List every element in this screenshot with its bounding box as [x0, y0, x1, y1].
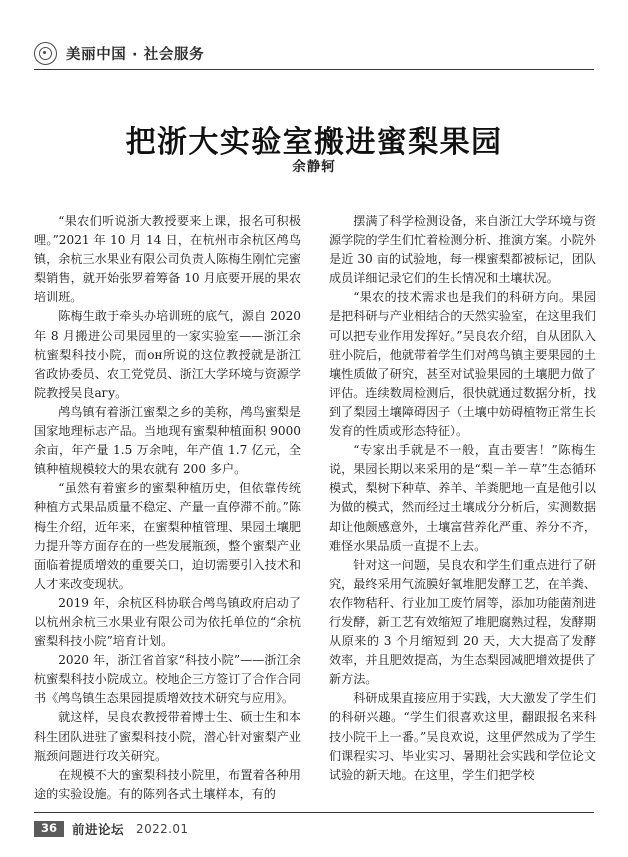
circular-emblem-icon: [34, 42, 57, 65]
paragraph: 2019 年，余杭区科协联合鸬鸟镇政府启动了以杭州余杭三水果业有限公司为依托单位的“余杭蜜梨科技小院”培育计划。: [34, 595, 301, 649]
journal-name: 前进论坛: [72, 822, 125, 837]
paragraph: 科研成果直接应用于实践，大大激发了学生们的科研兴趣。“学生们很喜欢这里，翻跟报名来科技小院干上一番。”吴良欢说，这里俨然成为了学生们课程实习、毕业实习、暑期社会实践和学位论文试验的新天地。在这里，学生们把学校: [329, 691, 596, 782]
left-column: [34, 212, 301, 802]
footer-divider: [34, 812, 594, 813]
page-title: 把浙大实验室搬进蜜梨果园: [125, 125, 503, 161]
author-byline: 余静轲: [292, 159, 336, 175]
paragraph: 针对这一问题，吴良农和学生们重点进行了研究，最终采用气流膜好氧堆肥发酵工艺，在羊粪、农作物秸秆、行业加工废竹屑等，添加功能菌剂进行发酵，新工艺有效缩短了堆肥腐熟过程，发酵期从原来的 3 个月缩短到 20 天，大大提高了发酵效率，并且肥效提高，为生态梨园减肥增效提供了新方法。: [329, 557, 596, 687]
paragraph: 摆满了科学检测设备，来自浙江大学环境与资源学院的学生们忙着检测分析、推演方案。小院外是近 30 亩的试验地，每一棵蜜梨都被标记，团队成员详细记录它们的生长情况和土壤状况。: [329, 214, 596, 286]
page-footer: [34, 818, 594, 840]
paragraph: 陈梅生敢于牵头办培训班的底气，源自 2020 年 8 月搬进公司果园里的一家实验室——浙江余杭蜜梨科技小院，而он所说的这位教授就是浙江省政协委员、农工党党员、浙江大学环境与资源学院教授吴良агу。: [34, 309, 301, 400]
right-column: [329, 212, 596, 802]
running-head: [34, 36, 594, 70]
page-number: 36: [34, 821, 64, 838]
paragraph: 2020 年，浙江省首家“科技小院”——浙江余杭蜜梨科技小院成立。校地企三方签订了合作合同书《鸬鸟镇生态果园提质增效技术研究与应用》。: [34, 653, 301, 706]
paragraph: 在规模不大的蜜梨科技小院里，布置着各种用途的实验设施。有的陈列各式土壤样本，有的: [34, 767, 301, 801]
running-head-text: 美丽中国 · 社会服务: [66, 46, 205, 63]
header-divider: [34, 69, 594, 70]
circular-emblem-inner: [39, 47, 52, 60]
paragraph: “专家出手就是不一般，直击要害！”陈梅生说，果园长期以来采用的是“梨－羊－草”生态循环模式，梨树下种草、养羊、羊粪肥地一直是他引以为做的模式，然而经过土壤成分分析后，实测数据却让他颇感意外，土壤富营养化严重、养分不齐，难怪水果品质一直提不上去。: [329, 443, 596, 553]
paragraph: 鸬鸟镇有着浙江蜜梨之乡的美称，鸬鸟蜜梨是国家地理标志产品。当地现有蜜梨种植面积 9000 余亩，年产量 1.5 万余吨，年产值 1.7 亿元，全镇种植规模较大的果农就有 200 多户。: [34, 404, 301, 477]
paragraph: “果农的技术需求也是我们的科研方向。果园是把科研与产业相结合的天然实验室，在这里我们可以把专业作用发挥好。”吴良农介绍，自从团队入驻小院后，他就带着学生们对鸬鸟镇主要果园的土壤性质做了研究，甚至对试验果园的土壤肥力做了评估。连续数周检测后，很快就通过数据分析，找到了梨园土壤障碍因子（土壤中妨碍植物正常生长发育的性质或形态特征）。: [329, 290, 596, 439]
body-columns: [34, 212, 596, 802]
paragraph: 就这样，吴良农教授带着博士生、硕士生和本科生团队进驻了蜜梨科技小院，潜心针对蜜梨产业瓶颈问题进行攻关研究。: [34, 710, 301, 763]
issue-date: 2022.01: [136, 822, 189, 836]
paragraph: “虽然有着蜜乡的蜜梨种植历史，但依靠传统种植方式果品质量不稳定、产量一直停滞不前。”陈梅生介绍，近年来，在蜜梨种植管理、果园土壤肥力提升等方面存在的一些发展瓶颈，整个蜜梨产业面临着提质增效的重要关口，迫切需要引入技术和人才来改变现状。: [34, 481, 301, 591]
paragraph: “果农们听说浙大教授要来上课，报名可积极哩。”2021 年 10 月 14 日，在杭州市余杭区鸬鸟镇，余杭三水果业有限公司负责人陈梅生刚忙完蜜梨销售，就开始张罗着筹备 10 月底要开展的果农培训班。: [34, 214, 301, 305]
